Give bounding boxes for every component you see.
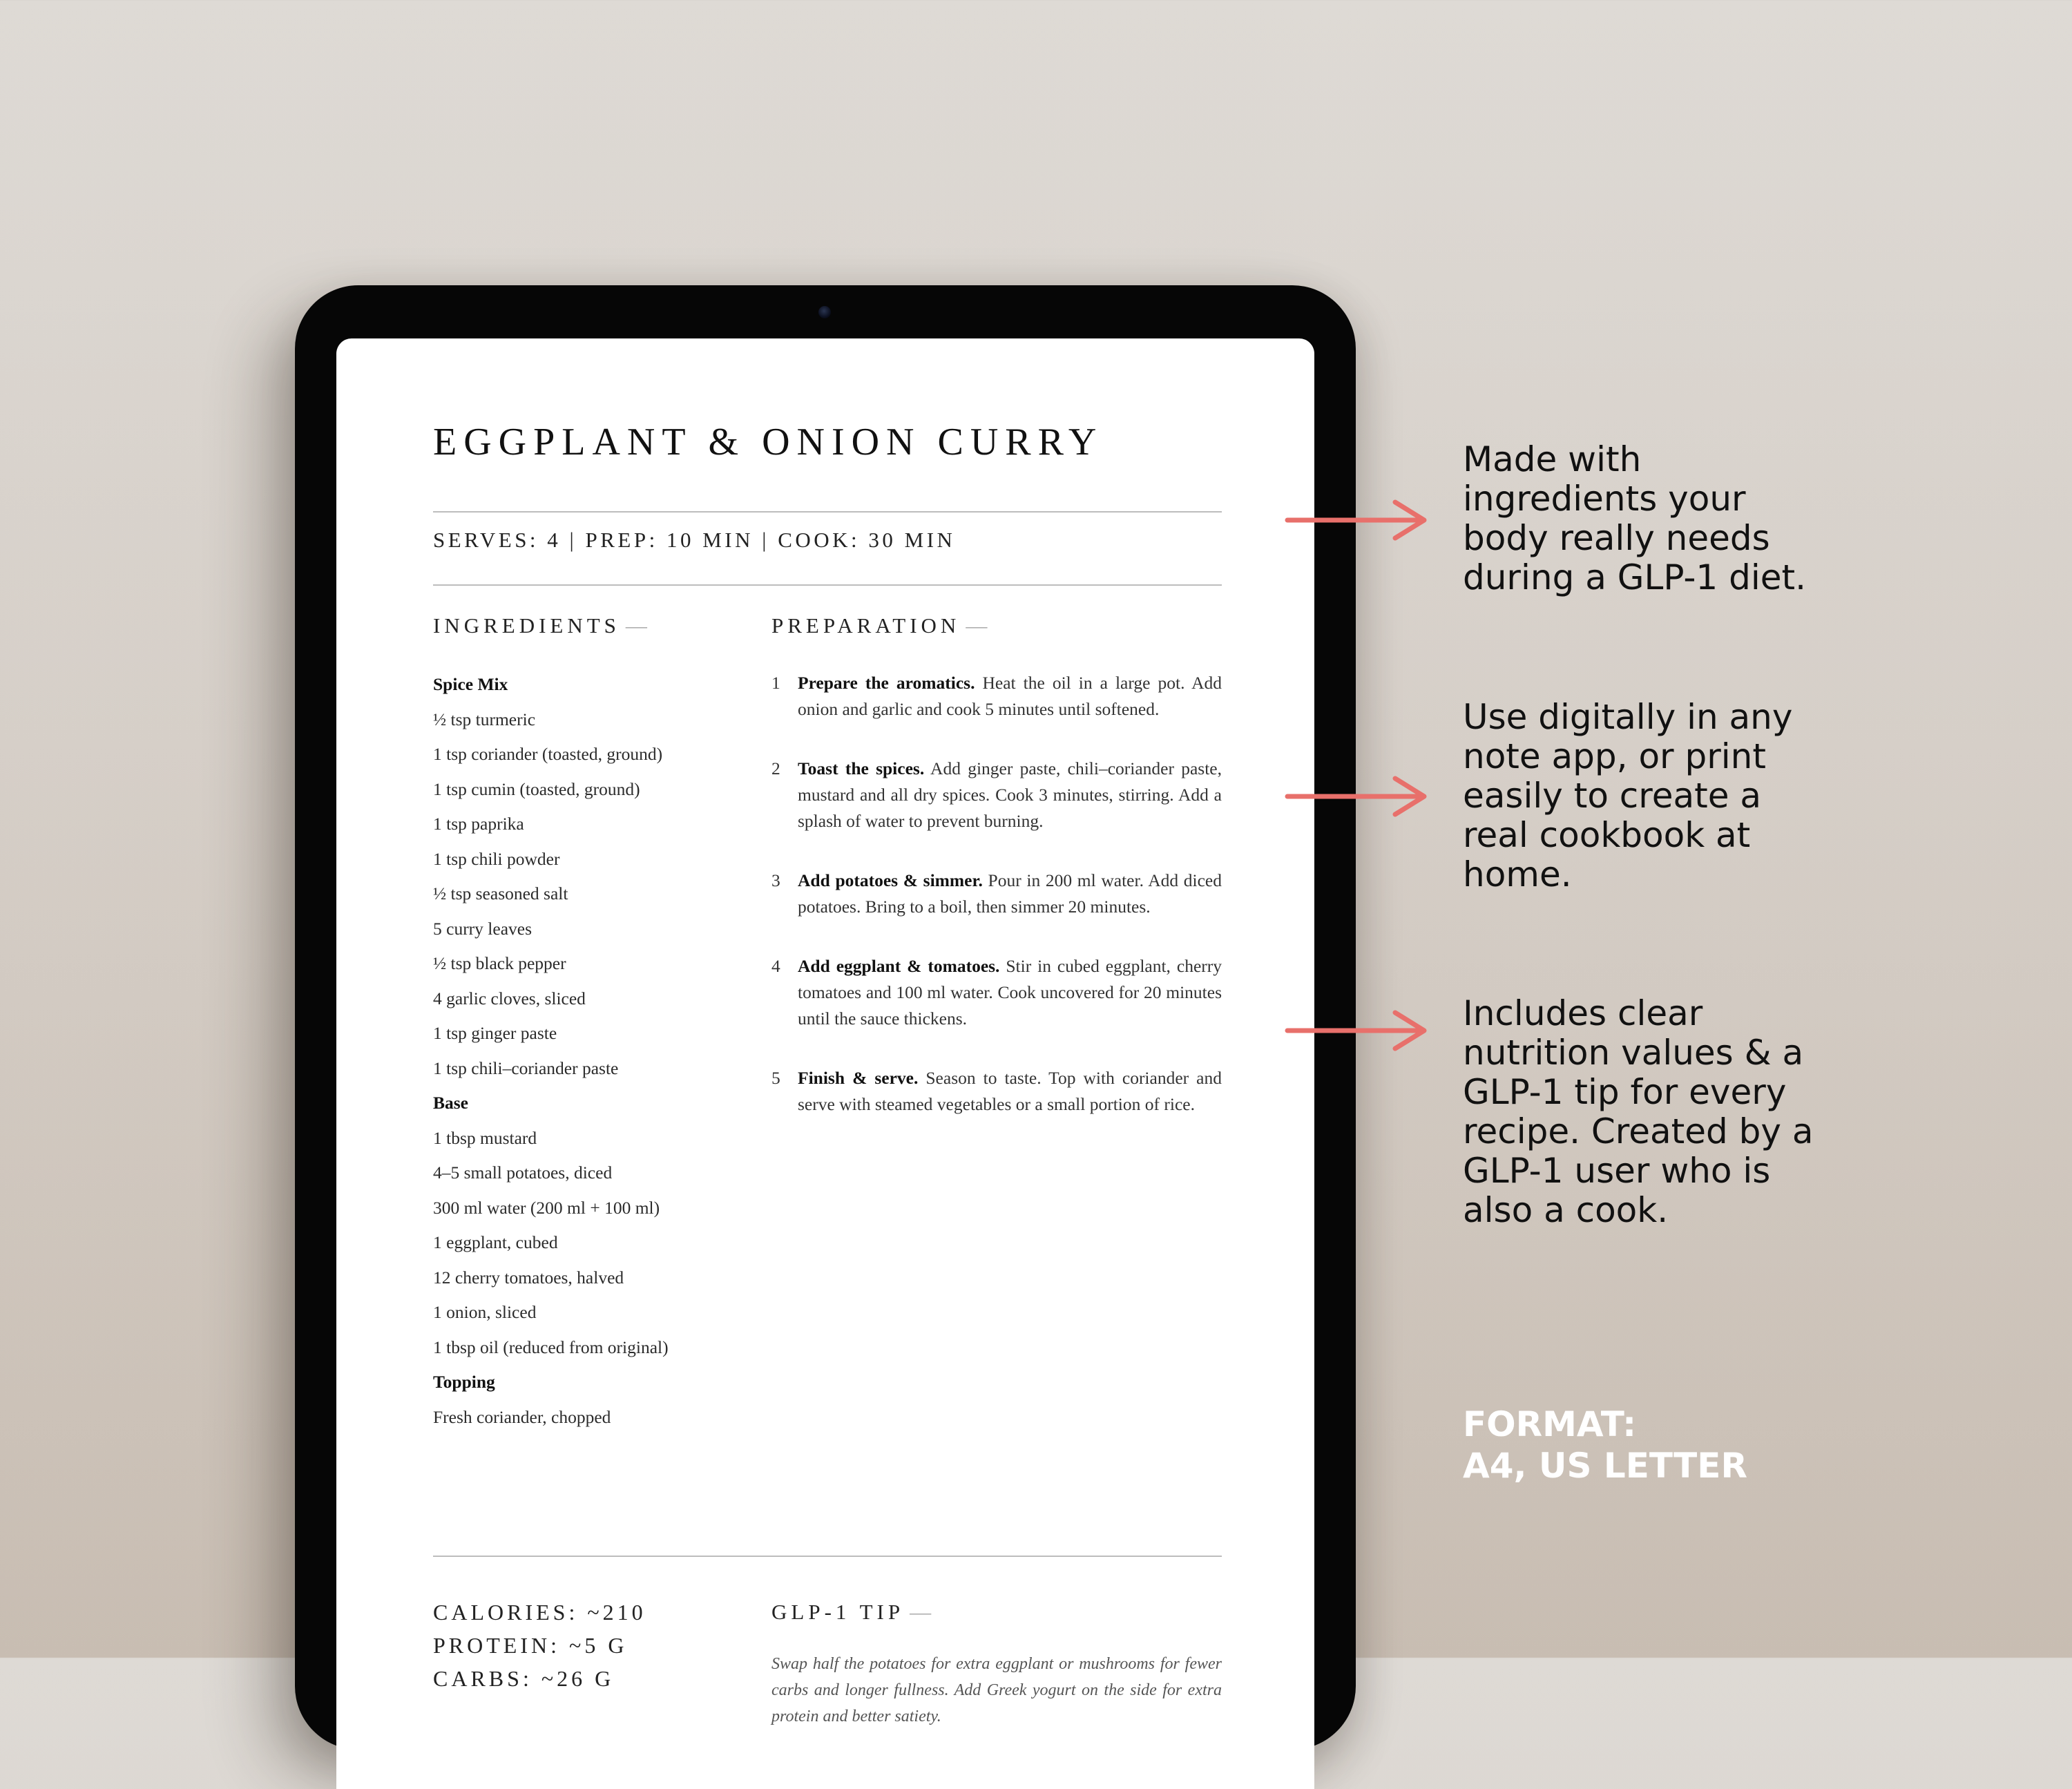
callout-ingredients bbox=[1463, 440, 1806, 597]
callout-line: GLP-1 user who is bbox=[1463, 1151, 1771, 1191]
divider-bottom bbox=[433, 1556, 1222, 1557]
nutrition-carbs: CARBS: ~26 G bbox=[433, 1666, 615, 1691]
step-number: 5 bbox=[771, 1068, 780, 1088]
callout-line: recipe. Created by a bbox=[1463, 1111, 1814, 1151]
preparation-step bbox=[771, 953, 1222, 1032]
step-body bbox=[798, 953, 1222, 1032]
callout-line: body really needs bbox=[1463, 518, 1770, 558]
callout-line: note app, or print bbox=[1463, 736, 1766, 776]
step-number: 2 bbox=[771, 758, 780, 778]
callout-nutrition bbox=[1463, 994, 1814, 1230]
step-text: Stir in cubed eggplant, cherry tomatoes and 100 ml water. Cook uncovered for 20 minutes until the sauce thickens. bbox=[798, 956, 1222, 1029]
tablet-device bbox=[295, 285, 1356, 1750]
ingredient-item: 4–5 small potatoes, diced bbox=[433, 1163, 613, 1183]
ingredient-item: 1 eggplant, cubed bbox=[433, 1232, 558, 1252]
ingredient-item: 1 tbsp mustard bbox=[433, 1127, 537, 1148]
callout-line: nutrition values & a bbox=[1463, 1033, 1804, 1073]
ingredient-item: Fresh coriander, chopped bbox=[433, 1406, 611, 1427]
step-title: Add potatoes & simmer. bbox=[798, 870, 983, 890]
ingredient-item: ½ tsp seasoned salt bbox=[433, 883, 568, 903]
ingredient-item: 1 tsp chili powder bbox=[433, 848, 560, 869]
ingredients-heading-label: INGREDIENTS bbox=[433, 613, 620, 638]
arrow-right-icon bbox=[1285, 776, 1430, 817]
ingredient-item: 1 tsp paprika bbox=[433, 814, 524, 834]
ingredient-item: ½ tsp black pepper bbox=[433, 953, 566, 973]
callout-line: GLP-1 tip for every bbox=[1463, 1072, 1787, 1112]
ingredients-list bbox=[433, 667, 737, 1435]
recipe-title: EGGPLANT & ONION CURRY bbox=[433, 421, 1104, 463]
callout-line: easily to create a bbox=[1463, 776, 1762, 816]
ingredients-heading: INGREDIENTS — bbox=[433, 613, 647, 638]
step-text: Heat the oil in a large pot. Add onion and garlic and cook 5 minutes until softened. bbox=[798, 673, 1222, 719]
arrow-right-icon bbox=[1285, 1010, 1430, 1051]
callout-line: during a GLP-1 diet. bbox=[1463, 557, 1807, 597]
step-number: 1 bbox=[771, 673, 780, 693]
ingredient-group-heading: Spice Mix bbox=[433, 674, 508, 694]
callout-line: Use digitally in any bbox=[1463, 697, 1793, 737]
tip-text: Swap half the potatoes for extra eggplant or mushrooms for fewer carbs and longer fullness. Add Greek yogurt on the side for extra protein and better satiety. bbox=[771, 1655, 1222, 1725]
callout-line: also a cook. bbox=[1463, 1190, 1669, 1230]
callout-line: real cookbook at bbox=[1463, 815, 1751, 855]
step-number: 4 bbox=[771, 956, 780, 976]
step-body bbox=[798, 756, 1222, 834]
preparation-heading: PREPARATION — bbox=[771, 613, 988, 638]
nutrition-protein: PROTEIN: ~5 G bbox=[433, 1633, 628, 1658]
nutrition-values bbox=[433, 1596, 646, 1695]
ingredient-item: 1 tsp coriander (toasted, ground) bbox=[433, 744, 663, 764]
step-text: Season to taste. Top with coriander and serve with steamed vegetables or a small portion of rice. bbox=[798, 1068, 1222, 1114]
step-body bbox=[798, 670, 1222, 723]
step-body bbox=[798, 868, 1222, 920]
ingredient-item: 12 cherry tomatoes, halved bbox=[433, 1267, 624, 1288]
preparation-steps bbox=[771, 670, 1222, 1151]
front-camera bbox=[818, 306, 831, 318]
format-value: A4, US LETTER bbox=[1463, 1446, 1747, 1486]
preparation-step bbox=[771, 868, 1222, 920]
callout-digital-use bbox=[1463, 698, 1792, 894]
callout-line: Includes clear bbox=[1463, 993, 1703, 1033]
step-text: Add ginger paste, chili–coriander paste, mustard and all dry spices. Cook 3 minutes, stirring. Add a splash of water to prevent burning. bbox=[798, 758, 1222, 831]
ingredient-item: 4 garlic cloves, sliced bbox=[433, 988, 586, 1008]
step-number: 3 bbox=[771, 870, 780, 890]
step-title: Add eggplant & tomatoes. bbox=[798, 956, 1000, 976]
step-text: Pour in 200 ml water. Add diced potatoes. Bring to a boil, then simmer 20 minutes. bbox=[798, 870, 1222, 917]
preparation-step bbox=[771, 670, 1222, 723]
callout-line: home. bbox=[1463, 854, 1572, 894]
ingredient-group-heading: Topping bbox=[433, 1372, 495, 1392]
ingredient-item: 1 tsp chili–coriander paste bbox=[433, 1058, 619, 1078]
format-note bbox=[1463, 1404, 1747, 1486]
step-title: Prepare the aromatics. bbox=[798, 673, 975, 693]
recipe-meta: SERVES: 4 | PREP: 10 MIN | COOK: 30 MIN bbox=[433, 528, 956, 552]
ingredient-item: 300 ml water (200 ml + 100 ml) bbox=[433, 1197, 660, 1218]
ingredient-item: 1 onion, sliced bbox=[433, 1302, 537, 1322]
ingredient-item: 1 tsp ginger paste bbox=[433, 1023, 557, 1043]
ingredient-item: 1 tbsp oil (reduced from original) bbox=[433, 1337, 669, 1357]
ingredient-item: 1 tsp cumin (toasted, ground) bbox=[433, 778, 640, 799]
step-title: Toast the spices. bbox=[798, 758, 925, 778]
arrow-right-icon bbox=[1285, 499, 1430, 541]
callout-line: Made with bbox=[1463, 439, 1642, 479]
divider-meta bbox=[433, 584, 1222, 586]
preparation-step bbox=[771, 1065, 1222, 1118]
step-title: Finish & serve. bbox=[798, 1068, 919, 1088]
callout-line: ingredients your bbox=[1463, 479, 1746, 519]
ingredient-item: 5 curry leaves bbox=[433, 918, 533, 939]
tip-heading-label: GLP-1 TIP bbox=[771, 1600, 905, 1624]
divider-top bbox=[433, 511, 1222, 513]
recipe-page bbox=[336, 338, 1314, 1789]
ingredient-group-heading: Base bbox=[433, 1093, 468, 1113]
ingredient-item: ½ tsp turmeric bbox=[433, 709, 536, 729]
tip-heading: GLP-1 TIP — bbox=[771, 1600, 932, 1624]
nutrition-calories: CALORIES: ~210 bbox=[433, 1600, 646, 1625]
format-label: FORMAT: bbox=[1463, 1404, 1637, 1444]
step-body bbox=[798, 1065, 1222, 1118]
preparation-heading-label: PREPARATION bbox=[771, 613, 961, 638]
preparation-step bbox=[771, 756, 1222, 834]
